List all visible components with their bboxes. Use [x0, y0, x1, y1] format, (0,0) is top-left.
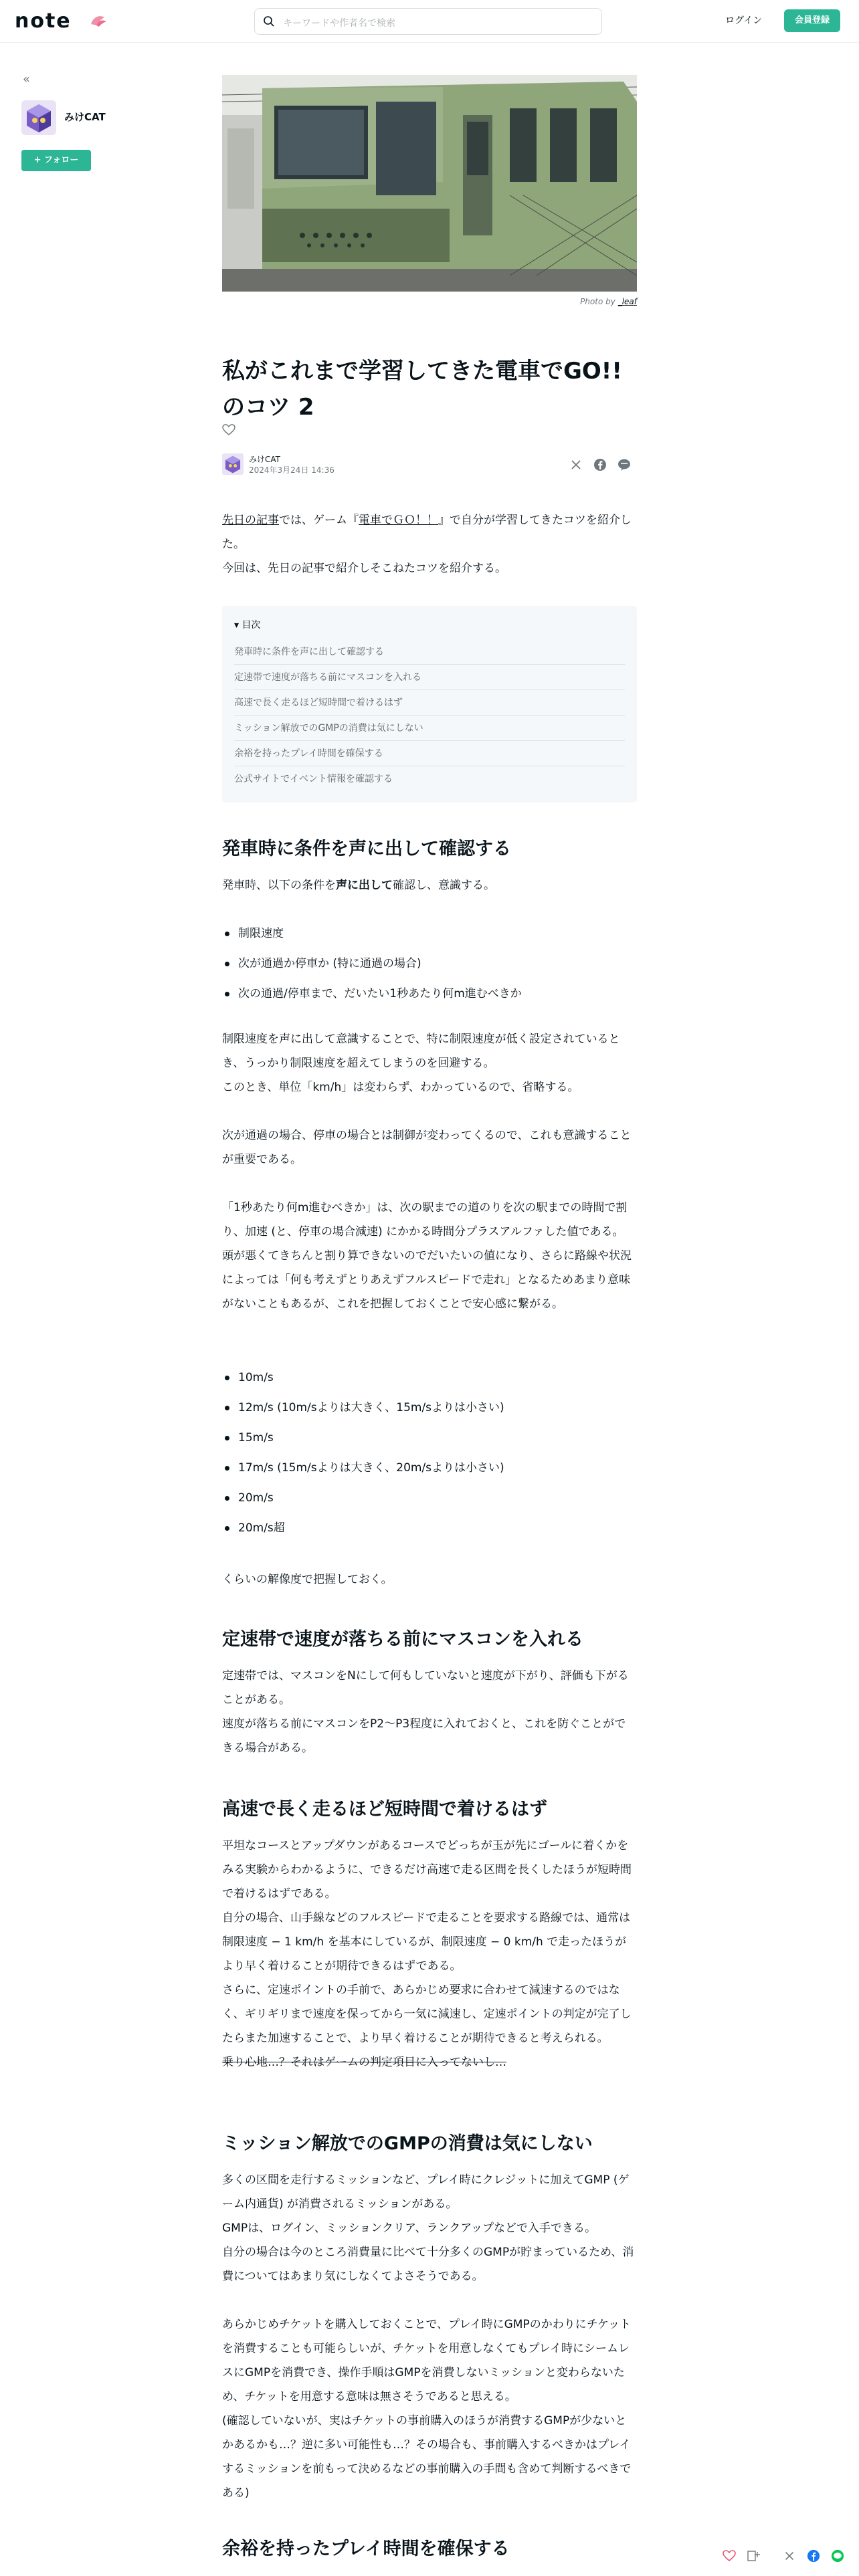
- toc-item[interactable]: 公式サイトでイベント情報を確認する: [234, 774, 393, 784]
- strikethrough-text: 乗り心地…？それはゲームの判定項目に入ってないし…: [222, 2056, 506, 2069]
- paragraph: [222, 1027, 637, 1099]
- text: 自分の場合は今のところ消費量に比べて十分多くのGMPが貯まっているため、消費についてはあまり気にしなくてよさそうである。: [222, 2246, 634, 2283]
- wing-icon: [90, 13, 107, 28]
- list-item: 12m/s (10m/sよりは大きく、15m/sよりは小さい): [222, 1394, 637, 1424]
- toc-item[interactable]: 発車時に条件を声に出して確認する: [234, 639, 625, 665]
- facebook-share-icon[interactable]: [807, 2549, 820, 2563]
- paragraph: [222, 1196, 637, 1316]
- author-avatar-small[interactable]: [222, 453, 244, 475]
- list-item: 次の通過/停車まで、だいたい1秒あたり何m進むべきか: [222, 980, 637, 1010]
- text: 確認し、意識する。: [393, 879, 495, 892]
- toc-heading: 目次: [242, 620, 261, 631]
- text: 定速帯では、マスコンをNにして何もしていないと速度が下がり、評価も下がることがある。: [222, 1669, 629, 1707]
- search-placeholder: キーワードや作者名で検索: [283, 18, 395, 29]
- publish-date: 2024年3月24日 14:36: [249, 465, 335, 475]
- text: (確認していないが、実はチケットの事前購入のほうが消費するGMPが少ないとかあるかも…？逆に多い可能性も…？その場合も、事前購入するべきかはプレイするミッションを前もって決めるなどの事前購入の手間も含めて判断するべきである): [222, 2414, 632, 2500]
- section-heading: 発車時に条件を声に出して確認する: [222, 839, 511, 859]
- author-avatar[interactable]: [21, 100, 56, 135]
- author-row: [222, 452, 637, 476]
- text: このとき、単位「km/h」は変わらず、わかっているので、省略する。: [222, 1081, 579, 1094]
- list-item: 17m/s (15m/sよりは大きく、20m/sよりは小さい): [222, 1455, 637, 1485]
- intro-text-b: 』で自分が学習してきたコツを紹介した。: [222, 514, 632, 551]
- magazine-add-icon[interactable]: [747, 2549, 760, 2563]
- text: 頭が悪くてきちんと割り算できないのでだいたいの値になり、さらに路線や状況によっては「何も考えずとりあえずフルスピードで走れ」となるためあまり意味がないこともあるが、これを把握しておくことで安心感に繋がる。: [222, 1249, 632, 1311]
- photo-caption: [222, 297, 637, 306]
- bold-text: 声に出して: [336, 879, 393, 892]
- paragraph: [222, 1664, 637, 1760]
- like-heart-icon[interactable]: [222, 424, 235, 436]
- list-item: 10m/s: [222, 1364, 637, 1394]
- sidebar-author-name[interactable]: みけCAT: [64, 111, 106, 123]
- photographer-link[interactable]: _leaf: [617, 297, 637, 306]
- text: 自分の場合、山手線などのフルスピードで走ることを要求する路線では、通常は制限速度 − 1 km/h を基本にしているが、制限速度 − 0 km/h で走ったほうがより早く着けることが期待できるはずである。: [222, 1911, 631, 1973]
- login-link[interactable]: ログイン: [725, 15, 763, 26]
- text: 制限速度を声に出して意識することで、特に制限速度が低く設定されているとき、うっかり制限速度を超えてしまうのを回避する。: [222, 1033, 620, 1070]
- section-heading: 余裕を持ったプレイ時間を確保する: [222, 2539, 510, 2559]
- toc-item[interactable]: 高速で長く走るほど短時間で着けるはず: [234, 690, 625, 716]
- toc-item[interactable]: ミッション解放でのGMPの消費は気にしない: [234, 716, 625, 741]
- paragraph: くらいの解像度で把握しておく。: [222, 1573, 393, 1586]
- game-link[interactable]: 電車でＧＯ！！: [359, 514, 438, 527]
- list-item: 制限速度: [222, 920, 637, 950]
- caption-prefix: Photo by: [580, 297, 618, 306]
- caret-down-icon: ▾: [234, 620, 242, 631]
- note-logo[interactable]: note: [15, 9, 72, 33]
- paragraph: [222, 2313, 637, 2505]
- x-share-icon[interactable]: [783, 2549, 796, 2563]
- article-title: 私がこれまで学習してきた電車でGO!!のコツ 2: [222, 358, 622, 421]
- author-name[interactable]: みけCAT: [249, 455, 280, 464]
- text: 多くの区間を走行するミッションなど、プレイ時にクレジットに加えてGMP (ゲーム内通貨) が消費されるミッションがある。: [222, 2173, 630, 2211]
- table-of-contents: [222, 606, 637, 802]
- paragraph: 次が通過の場合、停車の場合とは制御が変わってくるので、これも意識することが重要である。: [222, 1129, 632, 1166]
- text: あらかじめチケットを購入しておくことで、プレイ時にGMPのかわりにチケットを消費することも可能らしいが、チケットを用意しなくてもプレイ時にシームレスにGMPを消費でき、操作手順はGMPを消費しないミッションと変わらないため、チケットを用意する意味は無さそうであると思える。: [222, 2318, 632, 2403]
- paragraph: [222, 2168, 637, 2288]
- list-item: 20m/s超: [222, 1515, 637, 1545]
- intro-paragraph: [222, 508, 637, 580]
- search-input[interactable]: [254, 8, 602, 35]
- search-icon: [263, 15, 275, 27]
- section-heading: 定速帯で速度が落ちる前にマスコンを入れる: [222, 1629, 583, 1650]
- like-heart-icon[interactable]: [723, 2549, 736, 2563]
- toc-item[interactable]: 定速帯で速度が落ちる前にマスコンを入れる: [234, 665, 625, 690]
- collapse-sidebar-icon[interactable]: «: [23, 72, 31, 86]
- section-heading: 高速で長く走るほど短時間で着けるはず: [222, 1799, 547, 1820]
- bullet-list: [222, 920, 637, 1010]
- follow-button[interactable]: + フォロー: [21, 150, 91, 171]
- text: 「1秒あたり何m進むべきか」は、次の駅までの道のりを次の駅までの時間で割り、加速 (と、停車の場合減速) にかかる時間分プラスアルファした値である。: [222, 1201, 628, 1239]
- text: 平坦なコースとアップダウンがあるコースでどっちが玉が先にゴールに着くかをみる実験からわかるように、できるだけ高速で走る区間を長くしたほうが短時間で着けるはずである。: [222, 1839, 632, 1901]
- facebook-share-icon[interactable]: [593, 457, 607, 472]
- toc-item[interactable]: 余裕を持ったプレイ時間を確保する: [234, 741, 625, 766]
- floating-action-bar: [716, 2547, 856, 2565]
- line-share-icon[interactable]: [831, 2549, 844, 2563]
- toc-toggle[interactable]: [234, 618, 260, 631]
- section-heading: ミッション解放でのGMPの消費は気にしない: [222, 2133, 593, 2154]
- text: GMPは、ログイン、ミッションクリア、ランクアップなどで入手できる。: [222, 2222, 596, 2235]
- list-item: 20m/s: [222, 1485, 637, 1515]
- site-header: [0, 0, 859, 43]
- intro-text-c: 今回は、先日の記事で紹介しそこねたコツを紹介する。: [222, 562, 506, 575]
- hero-image: [222, 75, 637, 292]
- list-item: 次が通過か停車か (特に通過の場合): [222, 950, 637, 980]
- line-share-icon[interactable]: [617, 457, 632, 472]
- text: 速度が落ちる前にマスコンをP2〜P3程度に入れておくと、これを防ぐことができる場合がある。: [222, 1717, 626, 1755]
- text: さらに、定速ポイントの手前で、あらかじめ要求に合わせて減速するのではなく、ギリギリまで速度を保ってから一気に減速し、定速ポイントの判定が完了したらまた加速することで、より早く着けることが期待できると考えられる。: [222, 1983, 632, 2045]
- prev-article-link[interactable]: 先日の記事: [222, 514, 279, 527]
- text: 発車時、以下の条件を: [222, 879, 336, 892]
- signup-button[interactable]: 会員登録: [784, 9, 840, 32]
- list-item: 15m/s: [222, 1424, 637, 1455]
- x-share-icon[interactable]: [569, 457, 583, 472]
- paragraph: [222, 873, 637, 897]
- intro-text-a: では、ゲーム『: [279, 514, 359, 527]
- bullet-list: [222, 1364, 637, 1545]
- paragraph: [222, 1834, 637, 2074]
